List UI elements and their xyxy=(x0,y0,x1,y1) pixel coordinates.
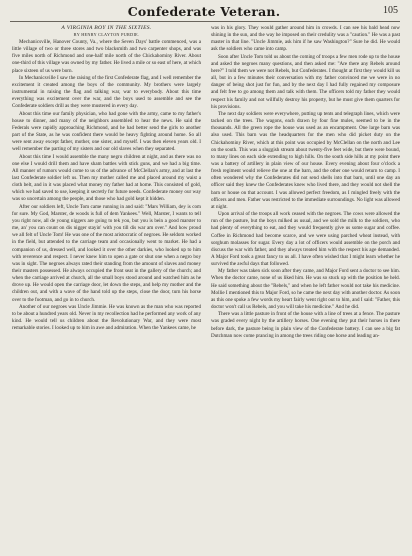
left-column xyxy=(12,25,201,549)
paragraph: The next day soldiers were everywhere, putting up tents and telegraph lines, which were tacked on the trees. The wagons, each drawn by four fine mules, seemed to be in the thousands. All the green rope the house was used as an encampment. One large barn was also used. This barn was the headquarters for the men who did picket duty on the Chickahominy River, which at this point was occupied by McClellan on the north and Lee on the south. This was a sluggish stream about twenty-five feet wide, but there were bound, to many lines on each side extending to high hills. On the south side hills at my point there was a battery of artillery in plain view of our house. Every evening about four o'clock a fresh regiment would relieve the one at the barn, and the other one would return to camp. I often wondered why the Confederates did not send shells into that barn, until one day an officer said they knew the Confederates knew who lived there, and they would not shell the barn or house on that account. I was allowed perfect freedom, as I mingled freely with the officers and men. Father was restricted to the immediate surroundings. No light was allowed at night. xyxy=(211,110,400,210)
article-byline: BY HENRY CLAYTON PURDIE. xyxy=(73,32,140,37)
paragraph: Mechanicsville, Hanover County, Va., where the Seven Days' battle commenced, was a little village of two or three stores and two blacksmith and two carpenter shops, and was five miles north of Richmond and one-half mile north of the Chickahominy River. About one-third of this village was owned by my father. He lived a mile or so east of here, at which place sixteen of us were born. xyxy=(12,39,201,74)
right-column xyxy=(211,25,400,549)
page-header xyxy=(10,4,398,20)
paragraph: Upon arrival of the troops all work ceased with the negroes. The cows were allowed the run of the pasture, but the boys milked as usual, and we sold the milk to the soldiers, who had plenty of everything to eat, and they would frequently give us some sugar and coffee. Coffee in Richmond had become scarce, and we were using parched wheat instead, with sorghum molasses for sugar. Every day a lot of officers would assemble on the porch and discuss the war with father, and they always treated him with the respect his age demanded. A Major Ford took a great fancy to us all. I have often wished that I might learn whether he survived the awful days that followed. xyxy=(211,211,400,268)
paragraph: In Mechanicsville I saw the raising of the first Confederate flag, and I well remember the excitement it created among the boys of the community. My brothers were largely instrumental in raising the flag and talking war, war to everybody. About this time everything was excitement over the war, and the boys used to assemble and see the Confederate soldiers drill as they were mustered in every day. xyxy=(12,74,201,110)
article-title: A VIRGINIA BOY IN THE SIXTIES. xyxy=(61,25,152,31)
paragraph: My father was taken sick soon after they came, and Major Ford sent a doctor to see him. When the doctor came, none of us liked him. He was so stuck up with the position he held. He said something about the "Rebels," and when he left father would not take his medicine. Mollie I mentioned this to Major Ford, so he came the next day with another doctor. As soon as this one spoke a few words my heart fairly went right out to him, and I said: "Father, this doctor won't call us Rebels, and you will take his medicine." And he did. xyxy=(211,268,400,311)
paragraph: About this time I would assemble the many negro children at night, and as there was no one else I would drill them and have sham battles with stick guns, and we had a big time. All manner of rumors would come to us of the advance of McClellan's army, and at last the last Confederate soldier left us. Then my mother called me and placed around my waist a cloth belt, and in it was placed what money my father had at home. This consisted of gold, which we had saved to use, keeping it secretly for future needs. Confederate money our way was so uncertain among the people, and those who had gold kept it hidden. xyxy=(12,153,201,203)
paragraph: After our soldiers left, Uncle Tom came running in and said: "Mars William, dey is com for sure. My God, Marster, de woods is full of dem Yankees." Well, Marster, I wants to tell you right now, all de young niggers are going to tek you, but you is bein a good marster to me, an' you can count on dis nigger stayin' with you till dis war am over." And how proud we all felt of Uncle Tom! He was one of the most aristocratic of negroes. He seldom worked in the field, but attended to the carriage team and occasionally went to market. He had a companion of us, dressed well, and looked it over the other darkies, who looked up to him with reverence and respect. I never knew him to open a gate or shut one when a negro boy was in sight. The negroes always rated their standing from the amount of slaves and money their masters possessed. He always occupied the front seat in the gallery of the church; and when the carriage arrived at church, all the small boys stood around and watched him as he drove up. He would open the carriage door, let down the steps, and help my mother and the children out, and with a wave of the hand told up the steps, close the door, turn his horse over to the footman, and go in to church. xyxy=(12,203,201,303)
journal-title: Confederate Veteran. xyxy=(127,4,281,19)
paragraph: was in his glory. They would gather around him in crowds. I can see his bald head now shining in the sun, and the way he imposed on their credulity was a "caution." He was a past master in that line. "Uncle Jimmie, ask him if he saw Washington?" Sure he did. He would ask the soldiers who came into camp. xyxy=(211,25,400,53)
paragraph: Another of our negroes was Uncle Jimmie. He was known as the man who was reported to be about a hundred years old. Never in my recollection had he performed any work of any kind. He would tell us children about the Revolutionary War, and they were most remarkable stories. I looked up to him in awe and admiration. When the Yankees came, he xyxy=(12,303,201,332)
page-number: 105 xyxy=(383,5,398,16)
header-rule xyxy=(10,21,400,22)
paragraph: There was a little pasture in front of the house with a line of trees at a fence. The pasture was graded every night by the artillery horses. One evening they put their horses in there before dark, the pasture being in plain view of the Confederate battery. I can see a big fat Dutchman now come prancing in among the trees riding one horse and leading an- xyxy=(211,311,400,339)
paragraph: Soon after Uncle Tom told us about the coming of troops a few men rode up to the house and asked the negroes many questions, and then asked me: "Are there any Rebels around here?" I told them we were not Rebels, but Confederates. I thought at first they would kill us all, but in a few minutes their conversation with my father convinced me we were in no danger of being shot just for fun, and by the next day I had fully regained my composure and felt free to go among them and talk with them. The officers told my father they would respect his family and not willfully destroy his property, but he must give them quarters for his provisions. xyxy=(211,53,400,110)
paragraph: About this time our family physician, who had gone with the army, came to my father's house to dinner, and many of the neighbors assembled to hear the news. He said the Federals were rapidly approaching Richmond, and he had better send the girls to another part of the State, as he was confident there would be heavy fighting around home. So all were sent away except father, mother, one sister, and myself. I was then eleven years old. I well remember the parting of my sisters and our old slaves when they separated. xyxy=(12,110,201,153)
